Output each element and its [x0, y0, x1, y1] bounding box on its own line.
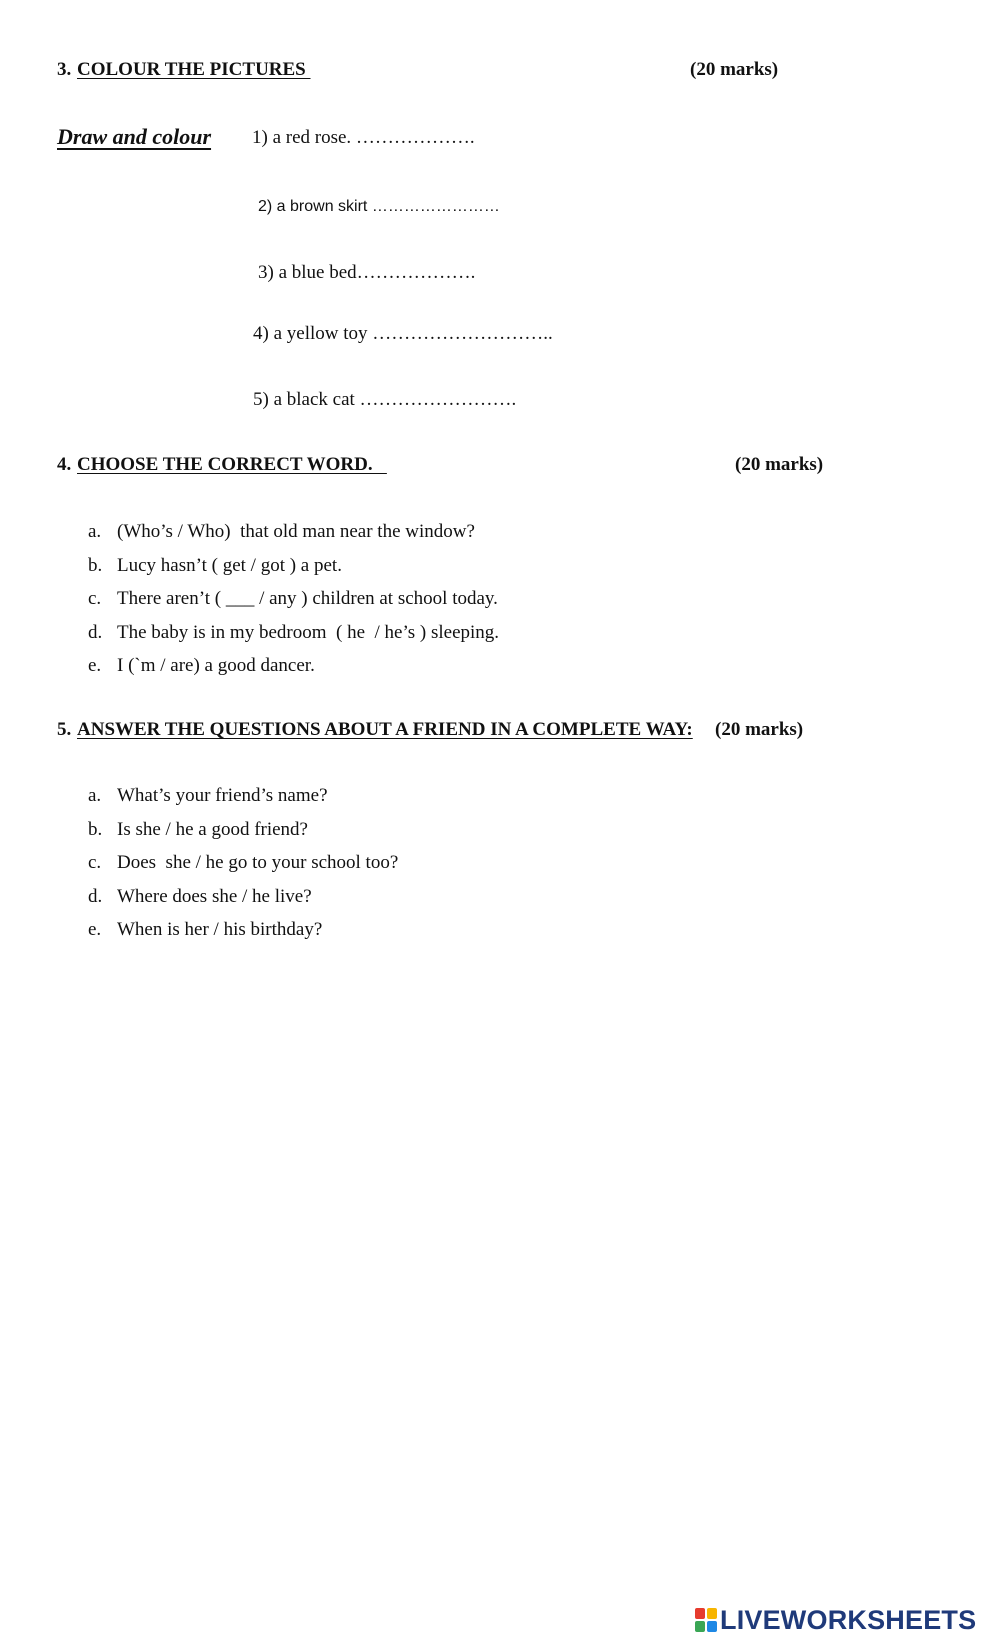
item-letter: e. [88, 655, 102, 676]
section-3-title: COLOUR THE PICTURES [77, 59, 311, 80]
liveworksheets-logo-icon [695, 1608, 717, 1632]
colour-item-4: 4) a yellow toy ……………………….. [253, 323, 553, 344]
section-4-number: 4. [57, 454, 72, 475]
colour-item-5: 5) a black cat ……………………. [253, 389, 517, 410]
section-5-marks: (20 marks) [715, 719, 804, 740]
item-text: What’s your friend’s name? [117, 785, 328, 806]
colour-item-2 [258, 196, 500, 215]
item-text: (Who’s / Who) that old man near the window? [117, 521, 475, 542]
section-3-marks: (20 marks) [690, 59, 779, 80]
item-text: There aren’t ( ___ / any ) children at school today. [117, 588, 498, 609]
item-letter: d. [88, 885, 103, 907]
section-4-marks: (20 marks) [735, 454, 824, 475]
item-text: Where does she / he live? [117, 885, 312, 907]
section-5-number: 5. [57, 719, 72, 740]
draw-and-colour-instruction: Draw and colour [57, 124, 212, 149]
item-text: When is her / his birthday? [117, 919, 323, 940]
liveworksheets-logo-text: LIVEWORKSHEETS [720, 1604, 977, 1635]
section-3-number: 3. [57, 59, 72, 80]
item-letter: d. [88, 621, 103, 643]
item-letter: a. [88, 521, 102, 542]
item-letter: e. [88, 919, 102, 940]
logo-square-green [695, 1621, 705, 1632]
logo-square-blue [707, 1621, 717, 1632]
item-text: Lucy hasn’t ( get / got ) a pet. [117, 554, 342, 576]
colour-item-3: 3) a blue bed………………. [258, 262, 476, 283]
colour-item-1: 1) a red rose. ………………. [252, 127, 475, 148]
item-text: Does she / he go to your school too? [117, 852, 399, 873]
logo-square-red [695, 1608, 705, 1619]
item-letter: c. [88, 588, 102, 609]
item-text: I (`m / are) a good dancer. [117, 655, 315, 676]
item-text: Is she / he a good friend? [117, 818, 308, 840]
section-4-title: CHOOSE THE CORRECT WORD. [77, 454, 387, 475]
item-letter: b. [88, 818, 103, 840]
logo-square-yellow [707, 1608, 717, 1619]
item-text: The baby is in my bedroom ( he / he’s ) sleeping. [117, 621, 500, 643]
item-letter: c. [88, 852, 102, 873]
item-letter: a. [88, 785, 102, 806]
section-5-title: ANSWER THE QUESTIONS ABOUT A FRIEND IN A COMPLETE WAY: [77, 719, 693, 740]
liveworksheets-logo[interactable] [695, 1605, 976, 1635]
colour-item-2-text: 2) a brown skirt …………………… [258, 198, 500, 215]
item-letter: b. [88, 554, 103, 576]
